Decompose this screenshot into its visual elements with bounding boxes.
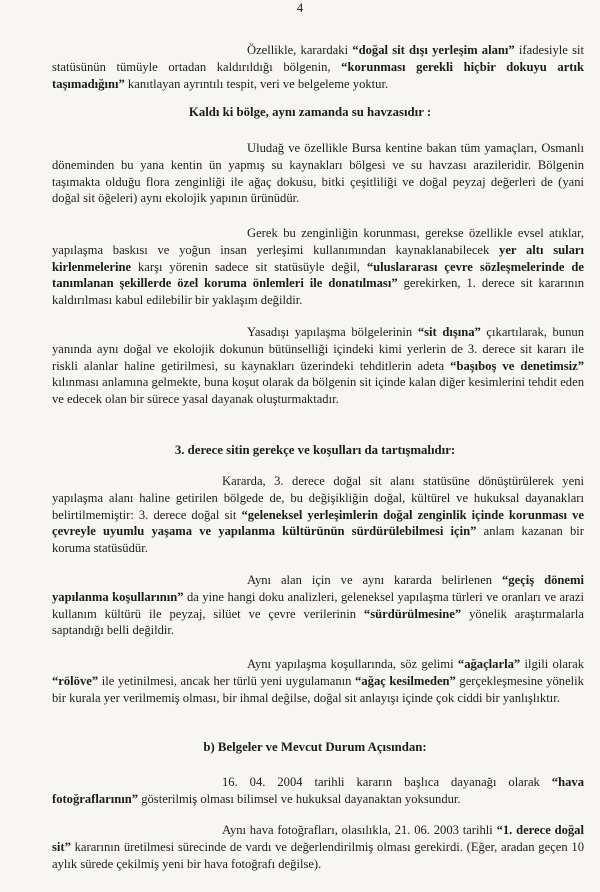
paragraph-4: Yasadışı yapılaşma bölgelerinin “sit dışına” çıkartılarak, bunun yanında aynı doğal ve ekolojik dokunun bütünselliği içindeki kimi yerlerin de 3. derece sit kararı ile riskli alanlar haline getirilmesi, su kaynakları üzerindeki tehditlerin adeta “başıboş ve denetimsiz” kılınması anlamına gelmekte, buna koşut olarak da bölgenin sit içinde kalan diğer kesimlerini tehdit eden ve edecek olan bir sürece yasal dayanak oluşturmaktadır. bbox=[52, 325, 584, 407]
paragraph-2: Uludağ ve özellikle Bursa kentine bakan tüm yamaçları, Osmanlı döneminden bu yana kentin ün yapmış su kaynakları bölgesi ve su havzası arazileridir. Bölgenin taşımakta olduğu flora zenginliği ile ağaç dokusu, bitki çeşitliliği ve doğal peyzaj değerleri de (yani doğal sit öğeleri) aynı ekolojik yapının ürünüdür. bbox=[52, 141, 584, 206]
paragraph-7: Aynı yapılaşma koşullarında, söz gelimi “ağaçlarla” ilgili olarak “rölöve” ile yetinilmesi, ancak her türlü yeni uygulamanın “ağaç kesilmeden” gerçekleşmesine yönelik bir kurala yer verilmemiş olması, bir ihmal değilse, doğal sit anlayışı içinde çok ciddi bir yanlışlıktır. bbox=[52, 657, 585, 705]
paragraph-3: Gerek bu zenginliğin korunması, gerekse özellikle evsel atıklar, yapılaşma baskısı ve yoğun insan yerleşimi kullanımından kaynaklanabilecek yer altı suları kirlenmelerine karşı yörenin sadece sit statüsüyle değil, “uluslararası çevre sözleşmelerinde de tanımlanan şekillerde özel koruma önlemleri ile donatılması” gerekirken, 1. derece sit kararının kaldırılması kabul edilebilir bir yaklaşım değildir. bbox=[52, 226, 584, 308]
paragraph-8: 16. 04. 2004 tarihli kararın başlıca dayanağı olarak “hava fotoğraflarının” gösterilmiş olması bilimsel ve hukuksal dayanaktan yoksundur. bbox=[52, 775, 584, 806]
paragraph-9: Aynı hava fotoğrafları, olasılıkla, 21. 06. 2003 tarihli “1. derece doğal sit” kararının üretilmesi sürecinde de vardı ve değerlendirilmiş olması gerekirdi. (Eğer, aradan geçen 10 aylık sürede çekilmiş yeni bir hava fotoğrafı değilse). bbox=[52, 823, 584, 871]
paragraph-6: Aynı alan için ve aynı kararda belirlenen “geçiş dönemi yapılanma koşullarının” da yine hangi doku analizleri, geleneksel yapılaşma türleri ve oranları ve arazi kullanım kültürü ile peyzaj, silüet ve çevre verilerinin “sürdürülmesine” yönelik araştırmalarla saptandığı belli değildir. bbox=[52, 573, 585, 638]
page-number: 4 bbox=[296, 0, 304, 15]
paragraph-1: Özellikle, karardaki “doğal sit dışı yerleşim alanı” ifadesiyle sit statüsünün tümüyle ortadan kaldırıldığı bölgenin, “korunması gerekli hiçbir dokuyu artık taşımadığını” kanıtlayan ayrıntılı tespit, veri ve belgeleme yoktur. bbox=[52, 43, 585, 91]
heading-water-basin: Kaldı ki bölge, aynı zamanda su havzasıdır : bbox=[188, 105, 432, 119]
heading-documents: b) Belgeler ve Mevcut Durum Açısından: bbox=[203, 740, 427, 754]
heading-third-degree-site: 3. derece sitin gerekçe ve koşulları da tartışmalıdır: bbox=[174, 443, 456, 457]
paragraph-5: Kararda, 3. derece doğal sit alanı statüsüne dönüştürülerek yeni yapılaşma alanı haline getirilen bölgede de, bu değişikliğin doğal, kültürel ve hukuksal dayanakları belirtilmemiştir: 3. derece doğal sit “geleneksel yerleşimlerin doğal zenginlik içinde korunması ve çevreyle uyumlu yaşama ve yapılanma kültürünün sürdürülebilmesi için” anlam kazanan bir koruma statüsüdür. bbox=[52, 474, 584, 556]
